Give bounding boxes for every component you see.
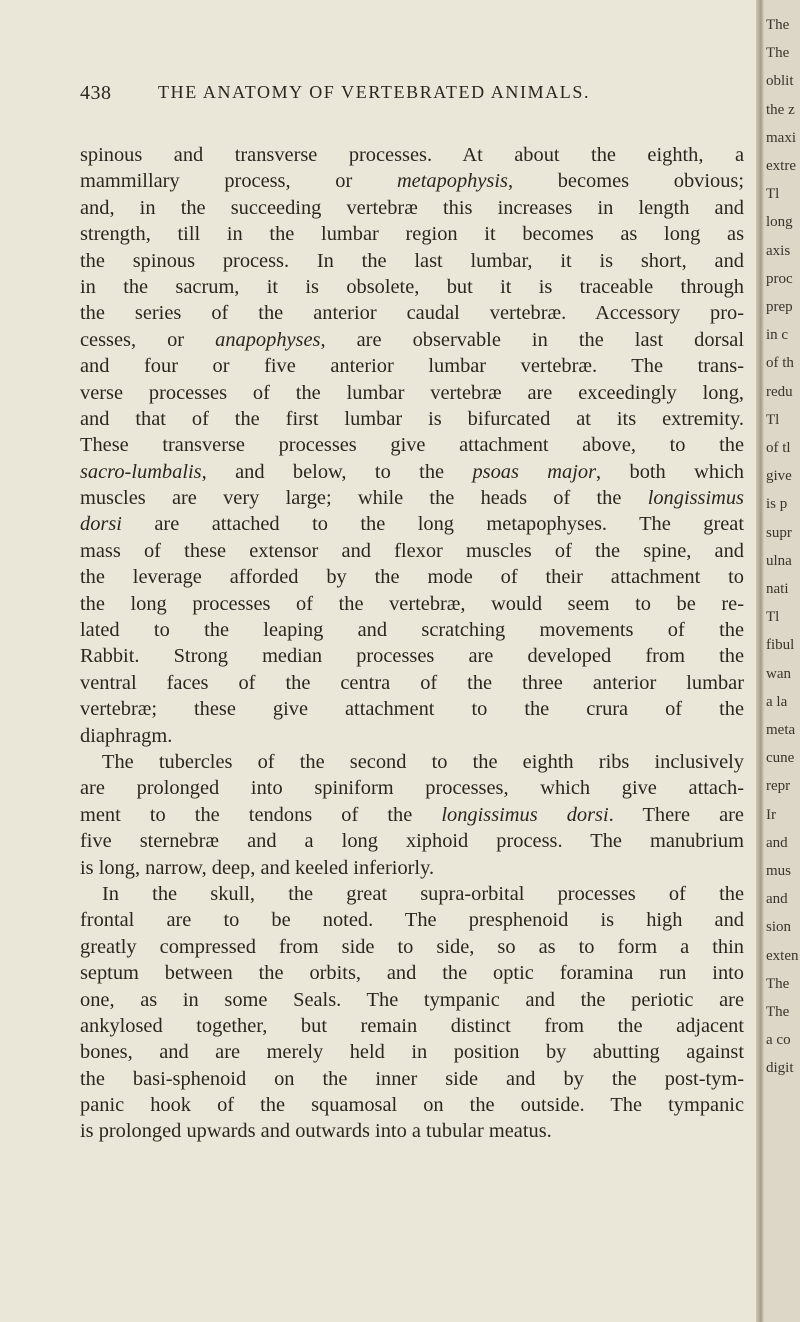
facing-page-fragment: wan xyxy=(766,665,791,682)
running-head: THE ANATOMY OF VERTEBRATED ANIMALS. xyxy=(158,82,591,102)
facing-page-fragment: The xyxy=(766,45,790,62)
text-line: in the sacrum, it is obsolete, but it is traceable through xyxy=(80,275,744,298)
facing-page-fragment: is p xyxy=(766,496,788,513)
text-line: mammillary process, or metapophysis, becomes obvious; xyxy=(80,170,744,193)
facing-page-fragment: axis xyxy=(766,242,791,259)
facing-page-fragment: Tl xyxy=(766,609,780,626)
text-line: the long processes of the vertebræ, would seem to be re- xyxy=(80,592,744,615)
text-line: lated to the leaping and scratching movements of the xyxy=(80,619,744,642)
text-line: The tubercles of the second to the eighth ribs inclusively xyxy=(102,750,744,773)
text-line: Rabbit. Strong median processes are developed from the xyxy=(80,645,744,668)
facing-page-fragment: fibul xyxy=(766,637,795,654)
text-line: ankylosed together, but remain distinct from the adjacent xyxy=(80,1014,744,1037)
text-line: cesses, or anapophyses, are observable in the last dorsal xyxy=(80,328,744,351)
facing-page-fragment: in c xyxy=(766,327,789,344)
text-line: diaphragm. xyxy=(80,724,173,747)
text-line: and, in the succeeding vertebræ this increases in length and xyxy=(80,196,744,219)
facing-page-fragment: nati xyxy=(766,581,789,597)
facing-page-fragment: proc xyxy=(766,270,793,287)
facing-page-fragment: and xyxy=(766,891,788,908)
text-line: muscles are very large; while the heads of the longissimus xyxy=(80,487,744,510)
facing-page-fragment: digit xyxy=(766,1060,794,1077)
text-line: ventral faces of the centra of the three anterior lumbar xyxy=(80,671,744,694)
facing-page-fragment: oblit xyxy=(766,73,794,90)
text-line: are prolonged into spiniform processes, which give attach- xyxy=(80,777,744,800)
text-line: is long, narrow, deep, and keeled inferiorly. xyxy=(80,856,435,879)
text-line: vertebræ; these give attachment to the crura of the xyxy=(80,698,744,721)
facing-page-fragment: Ir xyxy=(766,806,776,823)
facing-page-fragment: and xyxy=(766,834,788,851)
facing-page-fragment: sion xyxy=(766,919,792,936)
text-line: dorsi are attached to the long metapophyses. The great xyxy=(80,513,744,536)
book-gutter xyxy=(756,0,764,1322)
body-text xyxy=(80,142,744,1145)
facing-page-fragment: supr xyxy=(766,524,792,541)
text-line: septum between the orbits, and the optic foramina run into xyxy=(80,962,744,985)
text-line: sacro-lumbalis, and below, to the psoas major, both which xyxy=(80,460,744,483)
facing-page-fragment: a la xyxy=(766,693,788,710)
facing-page-fragment: extre xyxy=(766,158,796,174)
page-header xyxy=(80,82,740,114)
text-line: spinous and transverse processes. At about the eighth, a xyxy=(80,144,744,166)
facing-page-fragment: Tl xyxy=(766,411,780,428)
facing-page-fragment: cune xyxy=(766,750,795,767)
facing-page-fragment: the z xyxy=(766,101,795,118)
text-line: and four or five anterior lumbar vertebræ. The trans- xyxy=(80,355,744,378)
facing-page-fragment: The xyxy=(766,1004,790,1020)
facing-page-fragment: ulna xyxy=(766,552,792,569)
text-line: the basi-sphenoid on the inner side and by the post-tym- xyxy=(80,1067,744,1090)
facing-page-fragment: repr xyxy=(766,778,791,795)
text-line: In the skull, the great supra-orbital processes of the xyxy=(102,882,744,905)
facing-page-fragment: redu xyxy=(766,383,793,400)
text-line: one, as in some Seals. The tympanic and the periotic are xyxy=(80,988,744,1011)
text-line: greatly compressed from side to side, so as to form a thin xyxy=(80,935,744,958)
text-line: is prolonged upwards and outwards into a tubular meatus. xyxy=(80,1120,552,1143)
text-line: five sternebræ and a long xiphoid process. The manubrium xyxy=(80,830,744,853)
text-line: the leverage afforded by the mode of their attachment to xyxy=(80,566,744,589)
facing-page-fragment: Tl xyxy=(766,186,780,203)
text-line: These transverse processes give attachment above, to the xyxy=(80,434,744,457)
text-line: mass of these extensor and flexor muscles of the spine, and xyxy=(80,539,744,562)
facing-page-fragment: a co xyxy=(766,1032,791,1049)
text-line: the spinous process. In the last lumbar, it is short, and xyxy=(80,249,744,272)
page-number: 438 xyxy=(80,82,112,104)
facing-page-fragment: maxi xyxy=(766,129,796,146)
text-line: ment to the tendons of the longissimus dorsi. There are xyxy=(80,803,744,826)
facing-page-fragment: The xyxy=(766,17,790,33)
facing-page-fragment: mus xyxy=(766,863,792,879)
facing-page-fragment: long xyxy=(766,214,793,231)
text-line: frontal are to be noted. The presphenoid is high and xyxy=(80,909,744,932)
facing-page-fragment: of tl xyxy=(766,440,791,456)
facing-page-edge xyxy=(764,0,800,1322)
facing-page-fragment: The xyxy=(766,975,790,992)
facing-page-fragment: prep xyxy=(766,299,793,315)
text-line: strength, till in the lumbar region it becomes as long as xyxy=(80,223,744,246)
text-line: and that of the first lumbar is bifurcated at its extremity. xyxy=(80,407,744,430)
facing-page-fragment: exten xyxy=(766,947,799,964)
text-line: panic hook of the squamosal on the outside. The tympanic xyxy=(80,1094,744,1117)
facing-page-fragment: of th xyxy=(766,355,794,372)
text-line: verse processes of the lumbar vertebræ are exceedingly long, xyxy=(80,381,744,404)
facing-page-fragment: meta xyxy=(766,722,796,738)
text-line: bones, and are merely held in position by abutting against xyxy=(80,1041,744,1064)
text-line: the series of the anterior caudal vertebræ. Accessory pro- xyxy=(80,302,744,325)
facing-page-fragment: give xyxy=(766,468,792,485)
